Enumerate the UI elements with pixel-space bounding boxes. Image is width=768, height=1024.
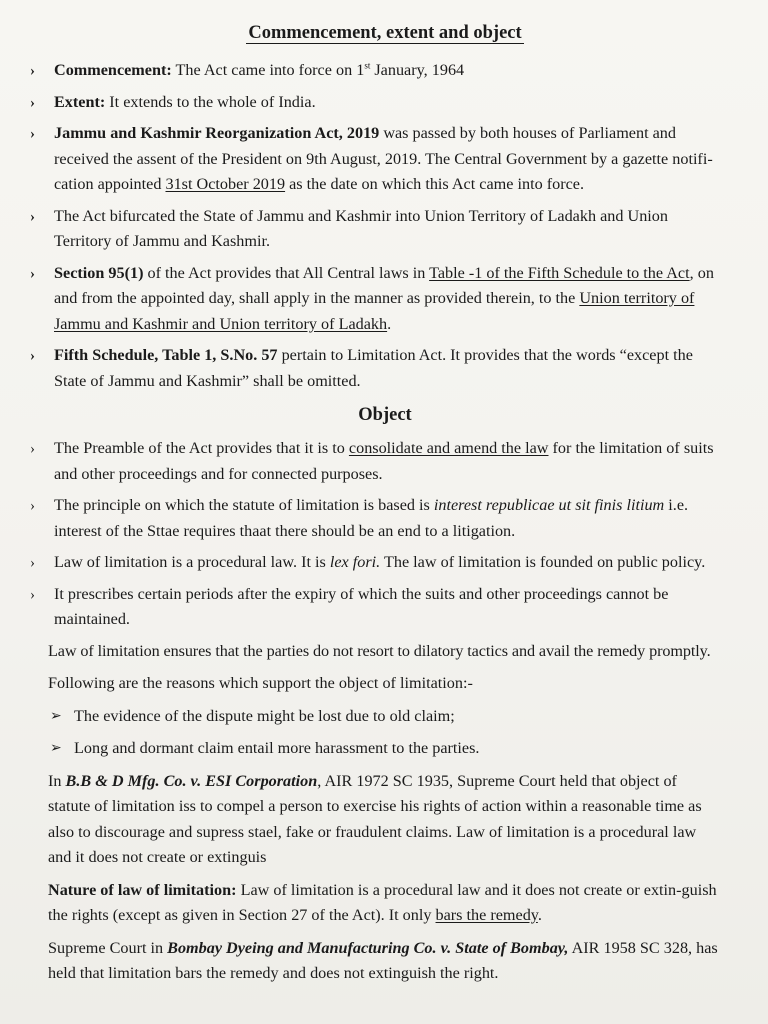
object-heading: [48, 400, 722, 430]
bullet-icon: ›: [30, 126, 35, 142]
paragraph-dilatory: Law of limitation ensures that the parties do not resort to dilatory tactics and avail the remedy promptly.: [48, 641, 711, 660]
arrow-bullet-icon: ➢: [50, 708, 62, 724]
object-bullet-procedural: › Law of limitation is a procedural law. It is lex fori. The law of limitation is founded on public policy.: [48, 550, 722, 576]
bullet-icon: ›: [30, 208, 35, 225]
object-bullet-principle: › The principle on which the statute of limitation is based is interest republicae ut sit finis litium i.e. interest of the Sttae requires thaat there should be an end to a litigation.: [30, 496, 689, 540]
bullet-icon: ›: [30, 498, 35, 514]
bullet-commencement: › Commencement: The Act came into force on 1st January, 1964: [48, 58, 722, 84]
bullet-fifth-schedule: › Fifth Schedule, Table 1, S.No. 57 pertain to Limitation Act. It provides that the words “except the State of Jammu and Kashmir” shall be omitted.: [30, 346, 693, 390]
bullet-reorganization-act: › Jammu and Kashmir Reorganization Act, 2019 was passed by both houses of Parliament and received the assent of the President on 9th August, 2019. The Central Government by a gazette notifi-cation appointed 31st October 2019 as the date on which this Act came into force.: [30, 124, 713, 193]
section-heading: [48, 18, 722, 48]
paragraph-reasons: Following are the reasons which support the object of limitation:-: [48, 674, 473, 692]
bullet-extent: › Extent: It extends to the whole of India.: [48, 90, 722, 116]
bullet-icon: ›: [30, 348, 35, 364]
bullet-section-95: › Section 95(1) of the Act provides that All Central laws in Table -1 of the Fifth Schedule to the Act, on and from the appointed day, shall apply in the manner as provided therein, to the Union territory of Jammu and Kashmir and Union territory of Ladakh.: [30, 263, 714, 333]
bullet-bifurcation: › The Act bifurcated the State of Jammu and Kashmir into Union Territory of Ladakh and Union Territory of Jammu and Kashmir.: [30, 206, 668, 250]
bullet-icon: ›: [30, 441, 35, 457]
object-bullet-preamble: › The Preamble of the Act provides that it is to consolidate and amend the law for the limitation of suits and other proceedings and for connected purposes.: [30, 439, 714, 483]
bullet-icon: ›: [30, 586, 35, 603]
reason-item: ➢ The evidence of the dispute might be lost due to old claim;: [48, 704, 722, 730]
section-heading-text: Commencement, extent and object: [248, 23, 522, 43]
bullet-icon: ›: [30, 94, 35, 111]
paragraph-case-esi: In B.B & D Mfg. Co. v. ESI Corporation, AIR 1972 SC 1935, Supreme Court held that object of statute of limitation iss to compel a person to exercise his rights of action within a reasonable time as also to discourage and supress stael, fake or fraudulent claims. Law of limitation is a procedural law and it does not create or extinguis: [48, 771, 702, 866]
bullet-icon: ›: [30, 265, 35, 282]
bullet-icon: ›: [30, 555, 35, 571]
paragraph-nature: Nature of law of limitation: Law of limitation is a procedural law and it does not create or extin-guish the rights (except as given in Section 27 of the Act). It only bars the remedy.: [48, 880, 717, 924]
paragraph-case-bombay: Supreme Court in Bombay Dyeing and Manufacturing Co. v. State of Bombay, AIR 1958 SC 328, has held that limitation bars the remedy and does not extinguish the right.: [48, 938, 718, 982]
reason-item: ➢ Long and dormant claim entail more harassment to the parties.: [48, 736, 722, 762]
arrow-bullet-icon: ➢: [50, 741, 62, 756]
bullet-icon: ›: [30, 63, 35, 79]
object-bullet-periods: › It prescribes certain periods after the expiry of which the suits and other proceedings cannot be maintained.: [30, 584, 669, 628]
object-heading-text: Object: [358, 405, 412, 425]
